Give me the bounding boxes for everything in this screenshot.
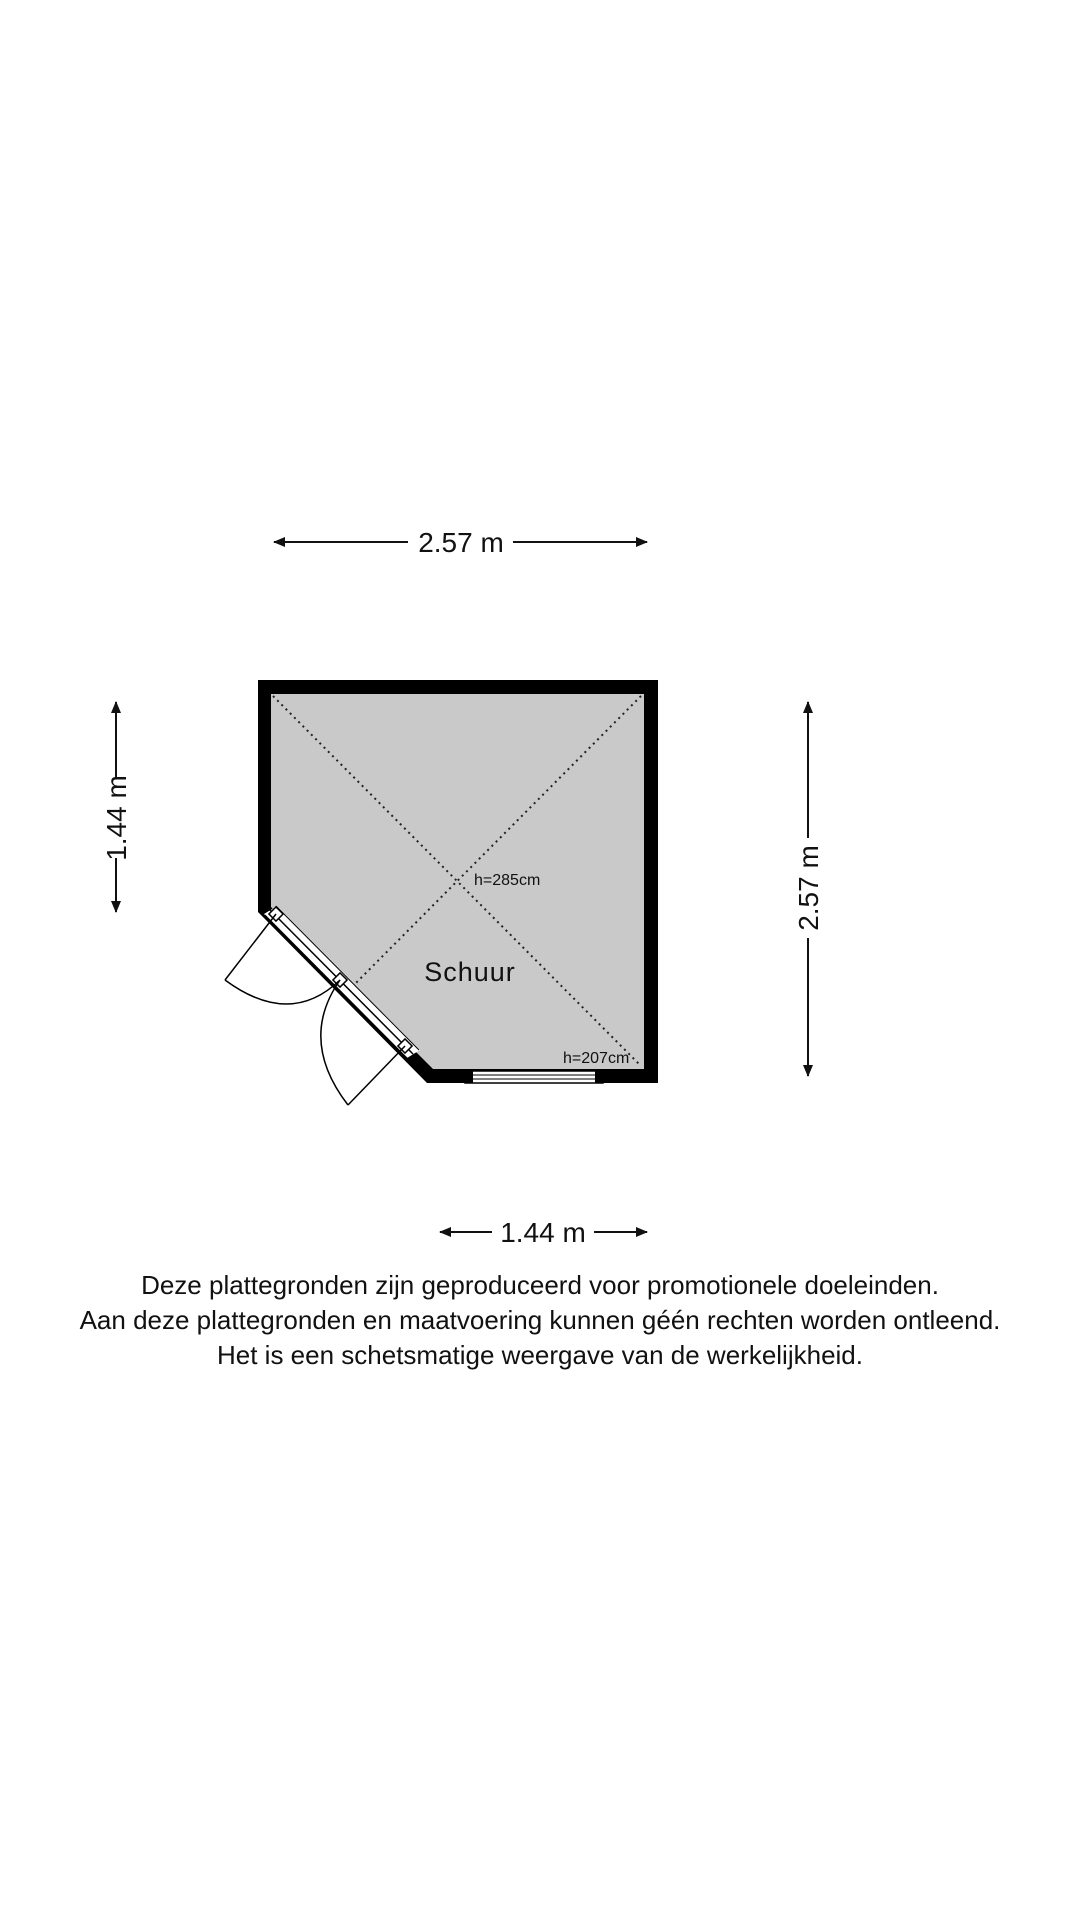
dimension-right — [793, 702, 824, 1076]
dimension-bottom — [440, 1217, 647, 1248]
dimension-left — [101, 702, 132, 912]
disclaimer-line-1: Deze plattegronden zijn geproduceerd voor promotionele doeleinden. — [141, 1270, 939, 1300]
shed-floor — [271, 694, 644, 1069]
dimension-left-label: 1.44 m — [101, 775, 132, 861]
dimension-top — [274, 527, 647, 558]
disclaimer-line-3: Het is een schetsmatige weergave van de werkelijkheid. — [216, 1340, 863, 1370]
bottom-window — [465, 1071, 603, 1083]
dimension-top-label: 2.57 m — [418, 527, 504, 558]
dimension-right-label: 2.57 m — [793, 845, 824, 931]
disclaimer-line-2: Aan deze plattegronden en maatvoering kunnen géén rechten worden ontleend. — [79, 1305, 1001, 1335]
disclaimer — [0, 1268, 1080, 1373]
low-height-label: h=207cm — [563, 1050, 630, 1067]
dimension-bottom-label: 1.44 m — [500, 1217, 586, 1248]
room-name: Schuur — [424, 957, 516, 987]
ceiling-height-label: h=285cm — [474, 872, 541, 889]
